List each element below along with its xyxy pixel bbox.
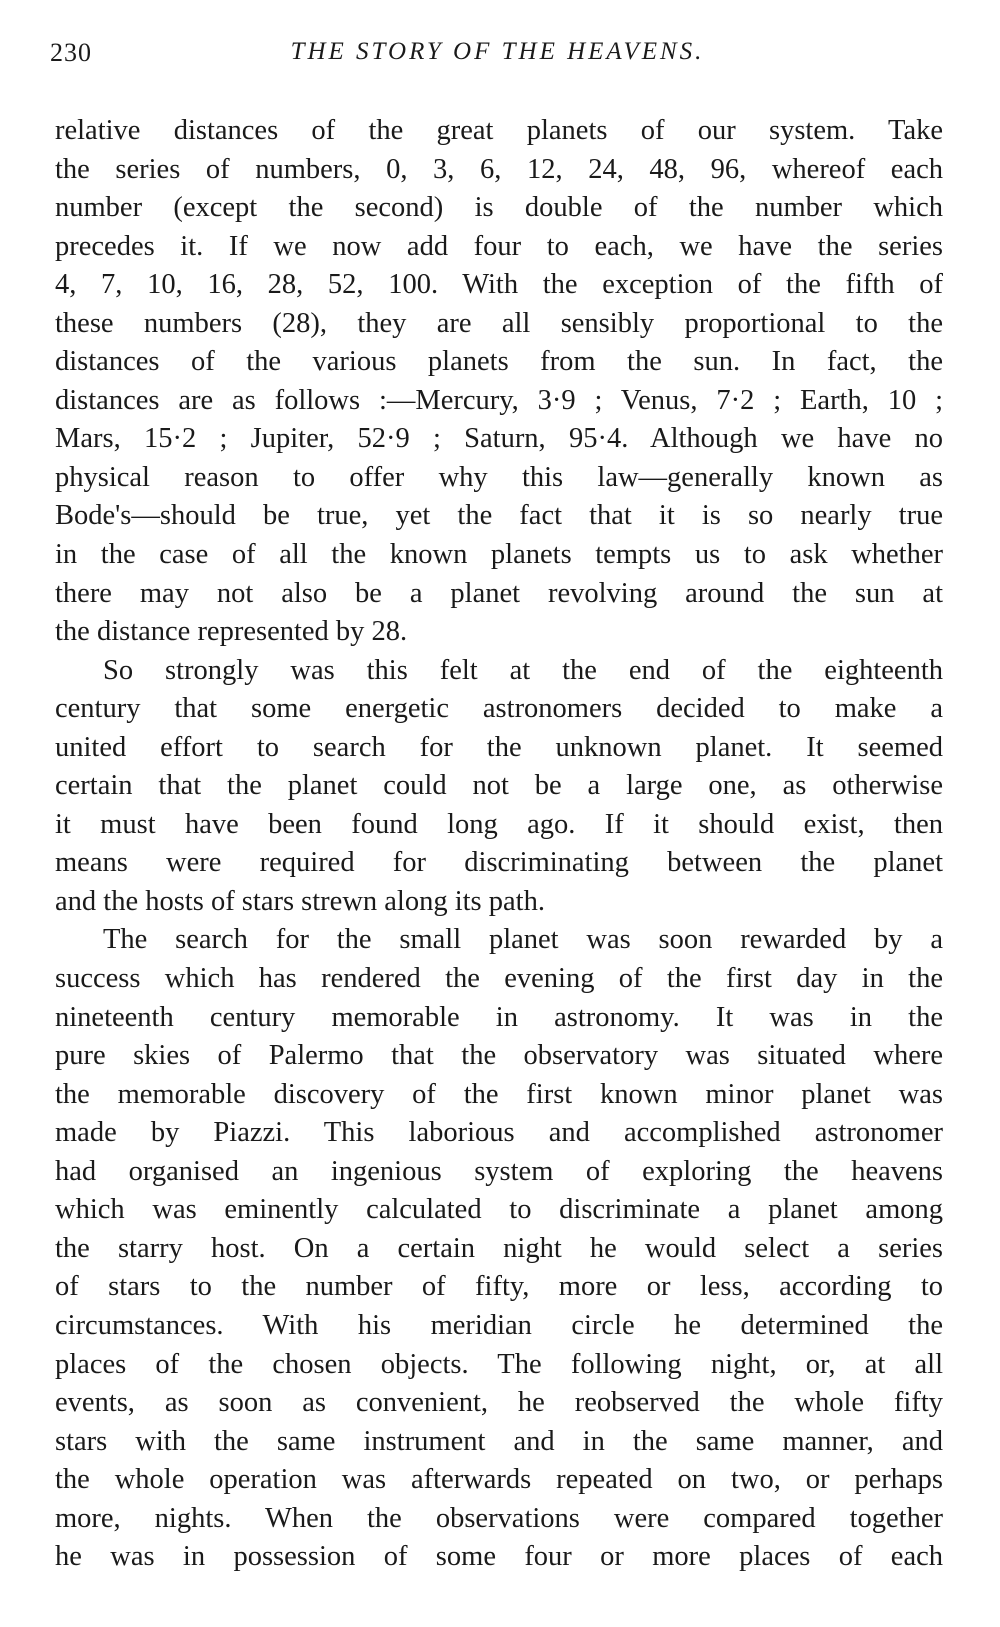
text-line: of stars to the number of fifty, more or less, according to: [55, 1271, 943, 1303]
body-text: [55, 112, 943, 1577]
text-line: 4, 7, 10, 16, 28, 52, 100. With the exception of the fifth of: [55, 269, 943, 301]
paragraph-bodes-law: [55, 112, 943, 652]
text-line: success which has rendered the evening of the first day in the: [55, 963, 943, 995]
text-line: it must have been found long ago. If it should exist, then: [55, 808, 943, 840]
text-line: means were required for discriminating between the planet: [55, 847, 943, 879]
text-line: the distance represented by 28.: [55, 616, 408, 648]
text-line: which was eminently calculated to discriminate a planet among: [55, 1194, 943, 1226]
text-line: the whole operation was afterwards repeated on two, or perhaps: [55, 1464, 943, 1496]
text-line: and the hosts of stars strewn along its path.: [55, 885, 545, 917]
running-title: THE STORY OF THE HEAVENS.: [290, 38, 705, 65]
text-line: physical reason to offer why this law—generally known as: [55, 461, 943, 493]
text-line: distances are as follows :—Mercury, 3·9 ; Venus, 7·2 ; Earth, 10 ;: [55, 384, 943, 416]
text-line: certain that the planet could not be a large one, as otherwise: [55, 770, 943, 802]
text-line: the memorable discovery of the first known minor planet was: [55, 1078, 943, 1110]
text-line: nineteenth century memorable in astronomy. It was in the: [55, 1001, 943, 1033]
text-line: the starry host. On a certain night he would select a series: [55, 1232, 943, 1264]
text-line: made by Piazzi. This laborious and accomplished astronomer: [55, 1117, 943, 1149]
text-line: had organised an ingenious system of exploring the heavens: [55, 1155, 943, 1187]
text-line: The search for the small planet was soon rewarded by a: [103, 924, 943, 956]
text-line: distances of the various planets from the sun. In fact, the: [55, 346, 943, 378]
paragraph-piazzi: [55, 921, 943, 1576]
text-line: these numbers (28), they are all sensibly proportional to the: [55, 307, 943, 339]
text-line: united effort to search for the unknown planet. It seemed: [55, 731, 943, 763]
text-line: century that some energetic astronomers decided to make a: [55, 693, 943, 725]
text-line: stars with the same instrument and in the same manner, and: [55, 1425, 943, 1457]
text-line: in the case of all the known planets tempts us to ask whether: [55, 539, 943, 571]
paragraph-search-effort: [55, 652, 943, 922]
text-line: places of the chosen objects. The following night, or, at all: [55, 1348, 943, 1380]
text-line: there may not also be a planet revolving around the sun at: [55, 577, 943, 609]
page-number: 230: [50, 38, 92, 67]
text-line: So strongly was this felt at the end of the eighteenth: [103, 654, 943, 686]
text-line: the series of numbers, 0, 3, 6, 12, 24, 48, 96, whereof each: [55, 153, 943, 185]
text-line: more, nights. When the observations were compared together: [55, 1502, 943, 1534]
text-line: he was in possession of some four or more places of each: [55, 1541, 943, 1573]
text-line: relative distances of the great planets of our system. Take: [55, 115, 943, 146]
text-line: precedes it. If we now add four to each, we have the series: [55, 230, 943, 262]
text-line: events, as soon as convenient, he reobserved the whole fifty: [55, 1387, 943, 1419]
text-line: Mars, 15·2 ; Jupiter, 52·9 ; Saturn, 95·4. Although we have no: [55, 423, 943, 455]
text-line: Bode's—should be true, yet the fact that it is so nearly true: [55, 500, 943, 532]
text-line: number (except the second) is double of the number which: [55, 192, 943, 224]
text-line: circumstances. With his meridian circle he determined the: [55, 1309, 943, 1341]
running-head: [50, 38, 945, 78]
text-line: pure skies of Palermo that the observatory was situated where: [55, 1040, 943, 1072]
